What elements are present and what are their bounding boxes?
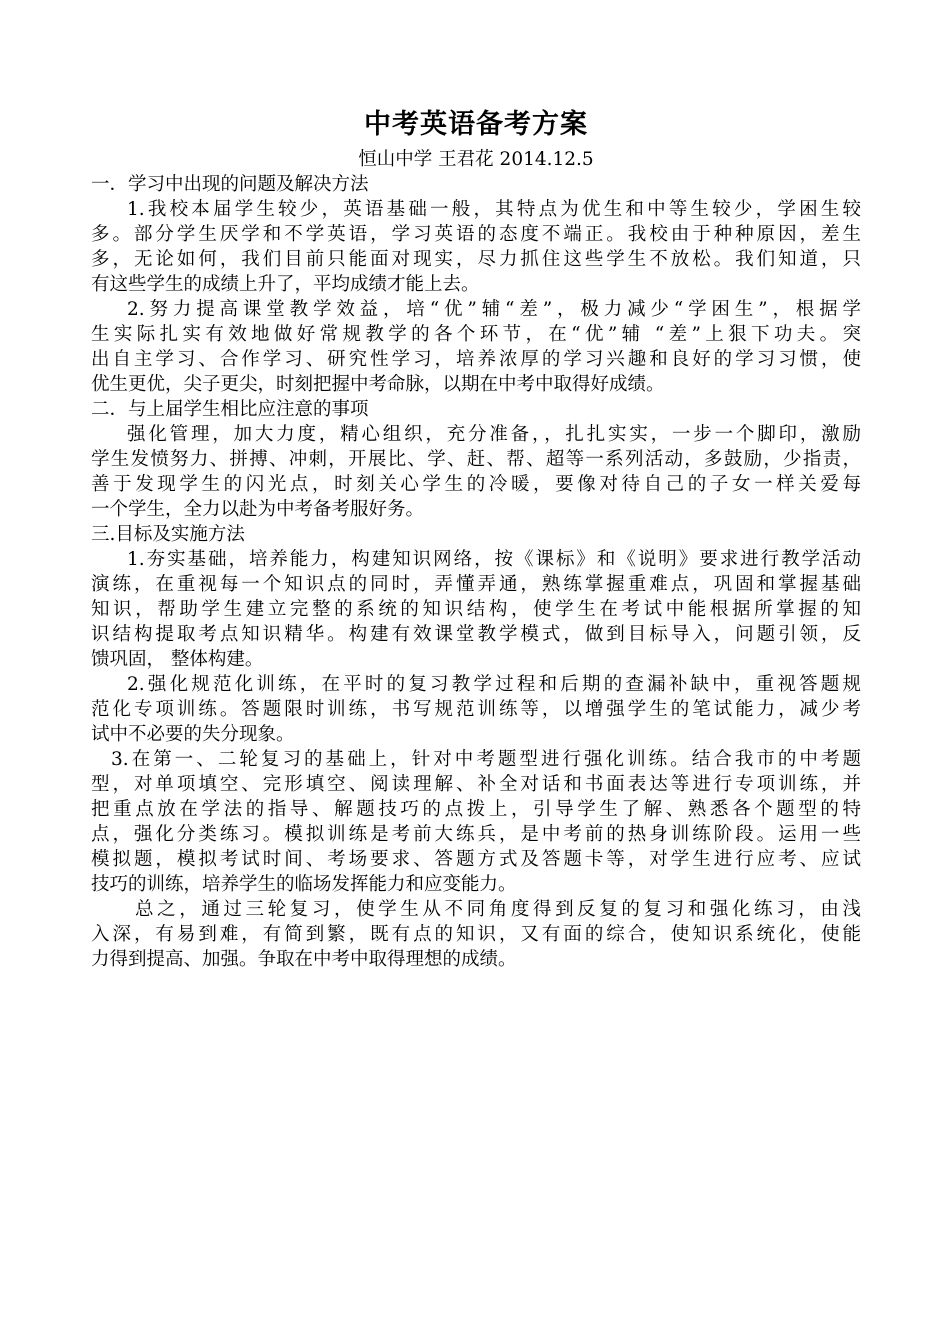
text-line: 试中不必要的失分现象。 [91,724,295,745]
text-line: 3.在第一、二轮复习的基础上，针对中考题型进行强化训练。结合我市的中考题 [111,749,861,770]
text-line: 2.强化规范化训练，在平时的复习教学过程和后期的查漏补缺中，重视答题规 [127,674,861,695]
text-line: 1.夯实基础，培养能力，构建知识网络，按《课标》和《说明》要求进行教学活动 [127,549,861,570]
text-line: 识结构提取考点知识精华。构建有效课堂教学模式，做到目标导入，问题引领，反 [91,624,861,645]
text-line: 生实际扎实有效地做好常规教学的各个环节，在“优”辅 “差”上狠下功夫。突 [91,324,861,345]
section-heading-3: 三.目标及实施方法 [91,524,245,545]
text-line: 馈巩固， 整体构建。 [91,649,264,670]
text-line: 2.努力提高课堂教学效益，培“优”辅“差”，极力减少“学困生”，根据学 [127,299,861,320]
text-line: 把重点放在学法的指导、解题技巧的点拨上，引导学生了解、熟悉各个题型的特 [91,799,861,820]
text-line: 技巧的训练，培养学生的临场发挥能力和应变能力。 [91,874,517,895]
text-line: 入深，有易到难，有简到繁，既有点的知识，又有面的综合，使知识系统化，使能 [91,924,861,945]
document-page [91,108,861,972]
text-line: 出自主学习、合作学习、研究性学习，培养浓厚的学习兴趣和良好的学习习惯，使 [91,349,861,370]
section-1-paragraph-2 [91,297,861,397]
text-line: 力得到提高、加强。争取在中考中取得理想的成绩。 [91,949,517,970]
text-line: 总之，通过三轮复习，使学生从不同角度得到反复的复习和强化练习，由浅 [135,899,861,920]
text-line: 善于发现学生的闪光点，时刻关心学生的冷暖，要像对待自己的子女一样关爱每 [91,474,861,495]
section-3-paragraph-3 [91,747,861,897]
section-heading-1: 一．学习中出现的问题及解决方法 [91,174,369,195]
text-line: 优生更优，尖子更尖，时刻把握中考命脉，以期在中考中取得好成绩。 [91,374,665,395]
section-3-paragraph-4 [91,897,861,972]
text-line: 型，对单项填空、完形填空、阅读理解、补全对话和书面表达等进行专项训练，并 [91,774,861,795]
section-2-paragraph-1 [91,422,861,522]
text-line: 有这些学生的成绩上升了，平均成绩才能上去。 [91,274,480,295]
document-title: 中考英语备考方案 [364,109,588,140]
text-line: 模拟题，模拟考试时间、考场要求、答题方式及答题卡等，对学生进行应考、应试 [91,849,861,870]
text-line: 知识，帮助学生建立完整的系统的知识结构，使学生在考试中能根据所掌握的知 [91,599,861,620]
text-line: 多。部分学生厌学和不学英语，学习英语的态度不端正。我校由于种种原因，差生 [91,224,861,245]
text-line: 强化管理，加大力度，精心组织，充分准备，，扎扎实实，一步一个脚印，激励 [127,424,861,445]
text-line: 1.我校本届学生较少，英语基础一般，其特点为优生和中等生较少，学困生较 [127,199,861,220]
text-line: 演练，在重视每一个知识点的同时，弄懂弄通，熟练掌握重难点，巩固和掌握基础 [91,574,861,595]
section-1-paragraph-1 [91,197,861,297]
section-3-paragraph-1 [91,547,861,672]
section-3-paragraph-2 [91,672,861,747]
text-line: 点，强化分类练习。模拟训练是考前大练兵，是中考前的热身训练阶段。运用一些 [91,824,861,845]
document-byline: 恒山中学 王君花 2014.12.5 [358,149,594,170]
text-line: 多，无论如何，我们目前只能面对现实，尽力抓住这些学生不放松。我们知道，只 [91,249,861,270]
text-line: 一个学生，全力以赴为中考备考服好务。 [91,499,425,520]
section-heading-2: 二．与上届学生相比应注意的事项 [91,399,369,420]
text-line: 范化专项训练。答题限时训练，书写规范训练等，以增强学生的笔试能力，减少考 [91,699,861,720]
text-line: 学生发愤努力、拼搏、冲刺，开展比、学、赶、帮、超等一系列活动，多鼓励，少指责， [91,449,861,470]
